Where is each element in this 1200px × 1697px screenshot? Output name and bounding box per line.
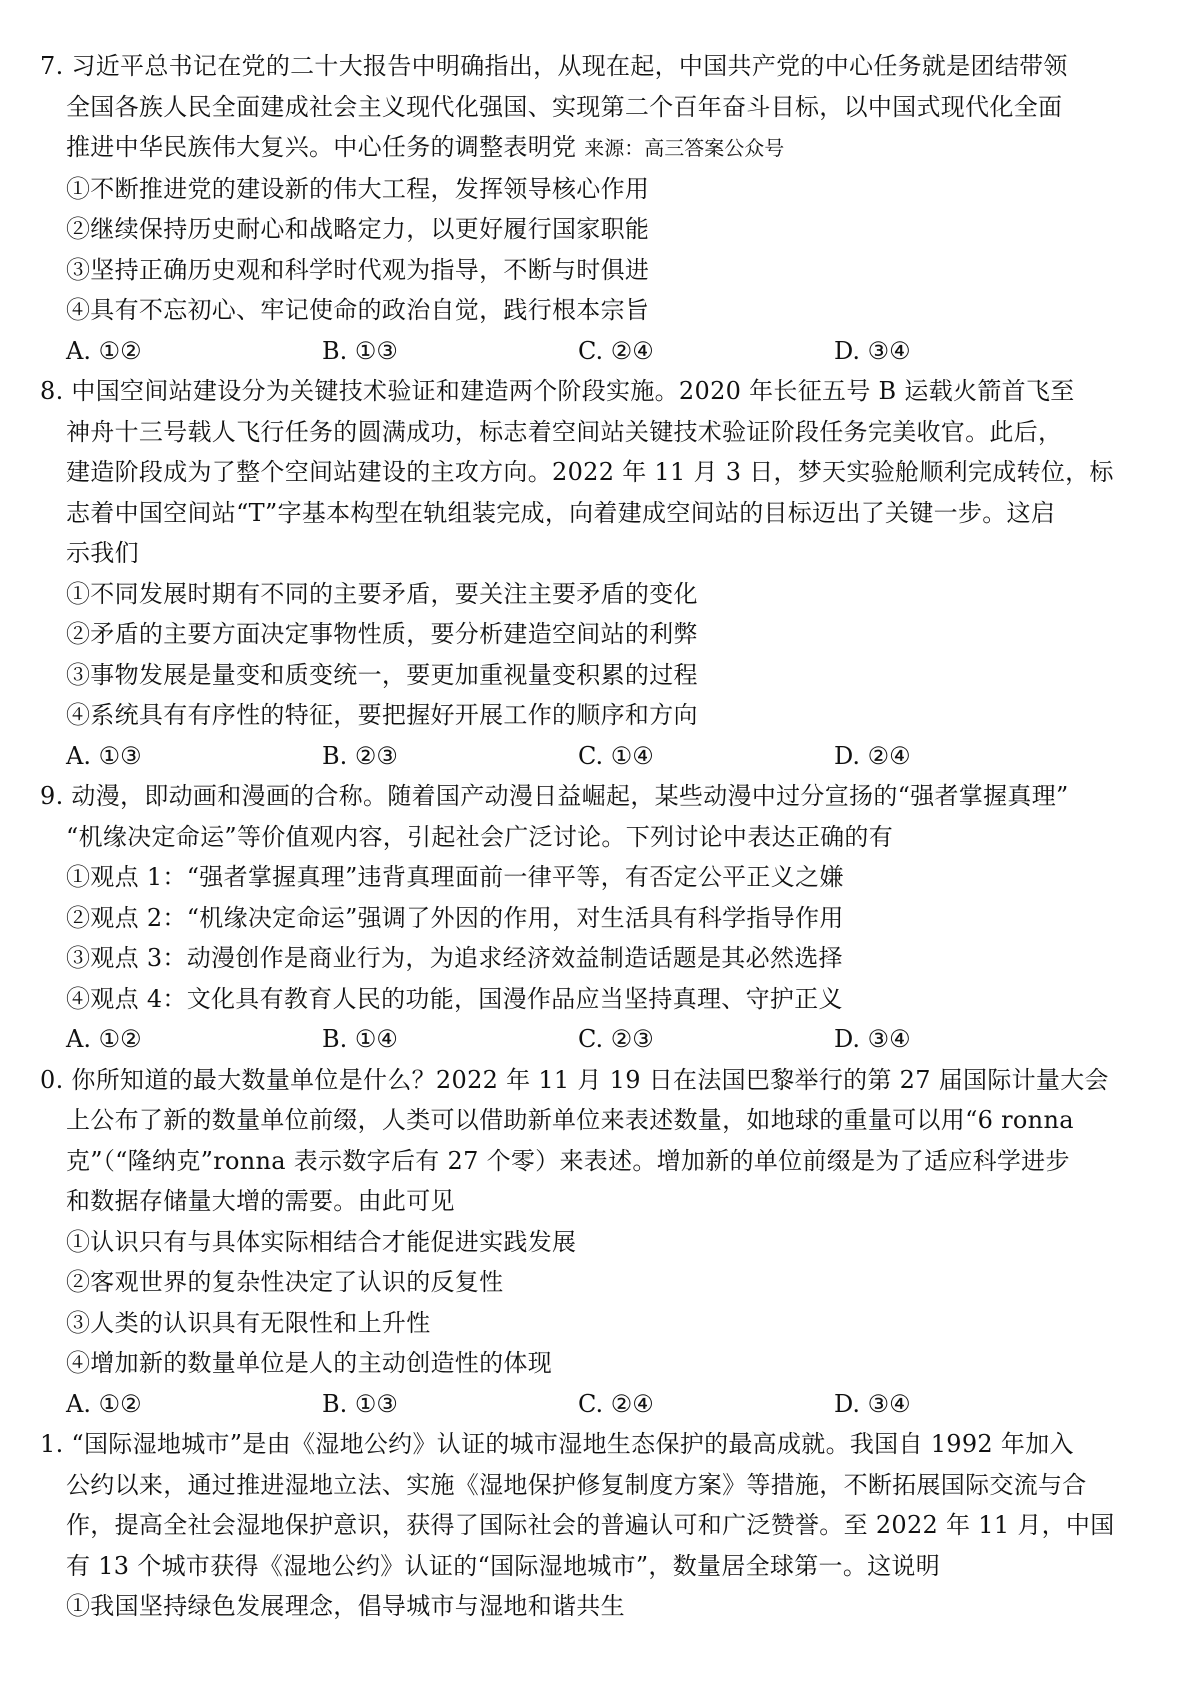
question-stem-line: 神舟十三号载人飞行任务的圆满成功，标志着空间站关键技术验证阶段任务完美收官。此后，	[66, 417, 1063, 446]
question-stem-line: 和数据存储量大增的需要。由此可见	[66, 1187, 455, 1215]
option-1: ①我国坚持绿色发展理念，倡导城市与湿地和谐共生	[66, 1592, 625, 1620]
choice-b: B. ①③	[322, 336, 398, 365]
question-stem-text: 推进中华民族伟大复兴。中心任务的调整表明党	[66, 133, 577, 161]
choice-b: B. ①③	[322, 1389, 398, 1418]
option-3: ③观点 3：动漫创作是商业行为，为追求经济效益制造话题是其必然选择	[66, 944, 843, 972]
option-2: ②观点 2：“机缘决定命运”强调了外因的作用，对生活具有科学指导作用	[66, 903, 844, 932]
choice-b: B. ②③	[322, 741, 398, 770]
choice-c: C. ①④	[578, 741, 654, 770]
answer-choices	[40, 736, 1156, 777]
source-note: 来源：高三答案公众号	[584, 136, 785, 160]
question-stem-line: 0. 你所知道的最大数量单位是什么？2022 年 11 月 19 日在法国巴黎举行的第 27 届国际计量大会	[40, 1065, 1109, 1094]
answer-choices	[40, 331, 1156, 372]
question-stem-line: “机缘决定命运”等价值观内容，引起社会广泛讨论。下列讨论中表达正确的有	[66, 822, 894, 851]
choice-d: D. ③④	[834, 1025, 911, 1053]
question-11	[40, 1424, 1156, 1627]
choice-d: D. ②④	[834, 741, 911, 770]
option-3: ③事物发展是量变和质变统一，要更加重视量变积累的过程	[66, 660, 698, 689]
option-3: ③人类的认识具有无限性和上升性	[66, 1308, 431, 1337]
option-4: ④系统具有有序性的特征，要把握好开展工作的顺序和方向	[66, 701, 698, 729]
option-4: ④具有不忘初心、牢记使命的政治自觉，践行根本宗旨	[66, 296, 650, 324]
choice-a: A. ①③	[66, 741, 142, 770]
question-stem-line: 全国各族人民全面建成社会主义现代化强国、实现第二个百年奋斗目标，以中国式现代化全面	[66, 92, 1063, 121]
option-3: ③坚持正确历史观和科学时代观为指导，不断与时俱进	[66, 255, 650, 284]
choice-d: D. ③④	[834, 1389, 911, 1418]
option-4: ④观点 4：文化具有教育人民的功能，国漫作品应当坚持真理、守护正义	[66, 984, 843, 1013]
question-stem-line: 建造阶段成为了整个空间站建设的主攻方向。2022 年 11 月 3 日，梦天实验舱顺利完成转位，标	[66, 458, 1114, 486]
option-2: ②继续保持历史耐心和战略定力，以更好履行国家职能	[66, 215, 650, 243]
question-8	[40, 371, 1156, 776]
question-stem-line: 公约以来，通过推进湿地立法、实施《湿地保护修复制度方案》等措施，不断拓展国际交流与合	[66, 1470, 1087, 1499]
question-stem-line: 示我们	[66, 539, 139, 567]
question-stem-line: 8. 中国空间站建设分为关键技术验证和建造两个阶段实施。2020 年长征五号 B 运载火箭首飞至	[40, 377, 1075, 405]
answer-choices	[40, 1019, 1156, 1060]
choice-d: D. ③④	[834, 336, 911, 365]
question-stem-line: 作，提高全社会湿地保护意识，获得了国际社会的普遍认可和广泛赞誉。至 2022 年 11 月，中国	[66, 1511, 1115, 1539]
option-2: ②客观世界的复杂性决定了认识的反复性	[66, 1268, 504, 1296]
choice-a: A. ①②	[66, 336, 142, 365]
question-stem-line: 志着中国空间站“T”字基本构型在轨组装完成，向着建成空间站的目标迈出了关键一步。这启	[66, 498, 1056, 527]
question-stem-line: 上公布了新的数量单位前缀，人类可以借助新单位来表述数量，如地球的重量可以用“6 ronna	[66, 1106, 1074, 1134]
choice-c: C. ②④	[578, 336, 654, 365]
question-stem-line: 9. 动漫，即动画和漫画的合称。随着国产动漫日益崛起，某些动漫中过分宣扬的“强者掌握真理”	[40, 782, 1069, 810]
choice-c: C. ②③	[578, 1025, 654, 1053]
question-stem-line	[40, 127, 1156, 169]
choice-a: A. ①②	[66, 1025, 142, 1053]
option-1: ①不断推进党的建设新的伟大工程，发挥领导核心作用	[66, 174, 650, 203]
choice-b: B. ①④	[322, 1025, 398, 1053]
choice-a: A. ①②	[66, 1389, 142, 1418]
question-9	[40, 776, 1156, 1060]
answer-choices	[40, 1384, 1156, 1425]
option-2: ②矛盾的主要方面决定事物性质，要分析建造空间站的利弊	[66, 620, 698, 648]
question-stem-line: 有 13 个城市获得《湿地公约》认证的“国际湿地城市”，数量居全球第一。这说明	[66, 1551, 941, 1580]
option-1: ①观点 1：“强者掌握真理”违背真理面前一律平等，有否定公平正义之嫌	[66, 863, 844, 891]
option-4: ④增加新的数量单位是人的主动创造性的体现	[66, 1349, 552, 1377]
question-10	[40, 1060, 1156, 1425]
option-1: ①不同发展时期有不同的主要矛盾，要关注主要矛盾的变化	[66, 579, 698, 608]
question-stem-line: 克”（“隆纳克”ronna 表示数字后有 27 个零）来表述。增加新的单位前缀是为了适应科学进步	[66, 1146, 1070, 1175]
option-1: ①认识只有与具体实际相结合才能促进实践发展	[66, 1227, 577, 1256]
choice-c: C. ②④	[578, 1389, 654, 1418]
question-7	[40, 46, 1156, 371]
question-stem-line: 7. 习近平总书记在党的二十大报告中明确指出，从现在起，中国共产党的中心任务就是团结带领	[40, 52, 1068, 80]
question-stem-line: 1. “国际湿地城市”是由《湿地公约》认证的城市湿地生态保护的最高成就。我国自 1992 年加入	[40, 1430, 1074, 1458]
